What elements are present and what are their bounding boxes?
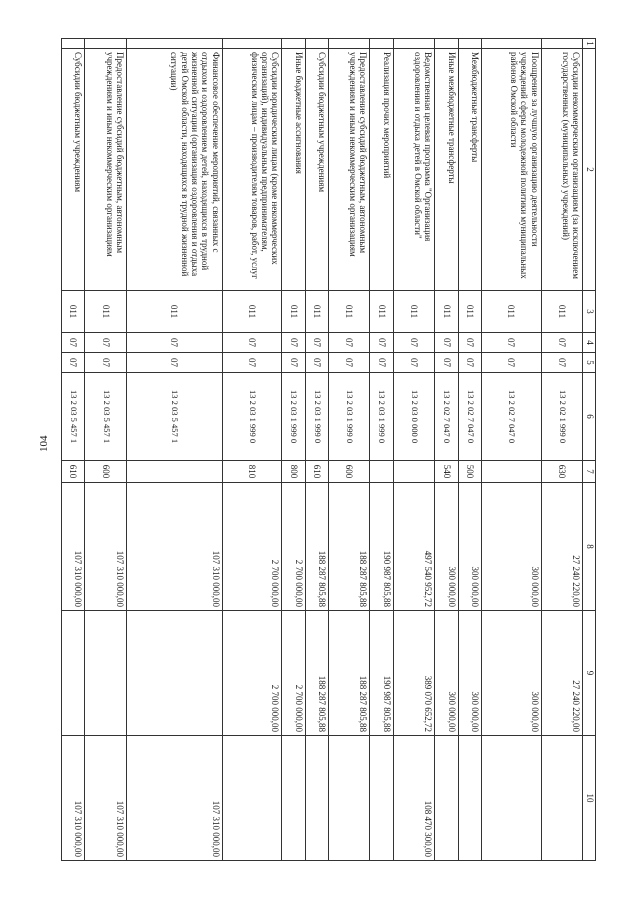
row-c9-cell xyxy=(85,611,126,736)
row-c8-cell: 188 287 805,88 xyxy=(328,483,369,611)
row-c7-cell: 540 xyxy=(435,461,458,483)
row-c7-cell: 800 xyxy=(282,461,305,483)
row-c10-cell xyxy=(435,736,458,861)
header-col-10: 10 xyxy=(583,736,596,861)
budget-table xyxy=(61,38,596,861)
row-c7-cell: 630 xyxy=(541,461,582,483)
row-c9-cell: 2 700 000,00 xyxy=(282,611,305,736)
header-col-5: 5 xyxy=(583,353,596,373)
row-c8-cell: 107 310 000,00 xyxy=(85,483,126,611)
row-col1-cell xyxy=(305,39,328,49)
row-c9-cell: 300 000,00 xyxy=(435,611,458,736)
row-c10-cell: 107 310 000,00 xyxy=(85,736,126,861)
table-row xyxy=(481,39,541,861)
row-c7-cell: 600 xyxy=(85,461,126,483)
row-c4-cell: 07 xyxy=(458,333,481,353)
table-row xyxy=(305,39,328,861)
row-c9-cell: 27 240 220,00 xyxy=(541,611,582,736)
row-c9-cell: 188 287 805,88 xyxy=(328,611,369,736)
table-row xyxy=(370,39,393,861)
table-row xyxy=(282,39,305,861)
row-c7-cell xyxy=(126,461,222,483)
row-c4-cell: 07 xyxy=(282,333,305,353)
row-c9-cell: 300 000,00 xyxy=(481,611,541,736)
row-c5-cell: 07 xyxy=(282,353,305,373)
row-c8-cell: 188 287 805,88 xyxy=(305,483,328,611)
header-col-8: 8 xyxy=(583,483,596,611)
row-c3-cell: 011 xyxy=(305,291,328,333)
table-row xyxy=(62,39,85,861)
row-c9-cell: 190 987 805,88 xyxy=(370,611,393,736)
row-code-cell: 13 2 02 1 999 0 xyxy=(541,373,582,461)
row-c4-cell: 07 xyxy=(393,333,434,353)
row-col1-cell xyxy=(85,39,126,49)
row-c8-cell: 190 987 805,88 xyxy=(370,483,393,611)
row-code-cell: 13 2 03 5 457 1 xyxy=(126,373,222,461)
row-c5-cell: 07 xyxy=(481,353,541,373)
row-col1-cell xyxy=(62,39,85,49)
table-row xyxy=(328,39,369,861)
row-c3-cell: 011 xyxy=(282,291,305,333)
row-c3-cell: 011 xyxy=(435,291,458,333)
row-c7-cell: 600 xyxy=(328,461,369,483)
row-c8-cell: 2 700 000,00 xyxy=(282,483,305,611)
row-name-cell: Поощрение за лучшую организацию деятельности учреждений сферы молодежной политики муниципальных районов Омской области xyxy=(481,49,541,291)
row-c4-cell: 07 xyxy=(305,333,328,353)
row-c9-cell: 300 000,00 xyxy=(458,611,481,736)
row-c10-cell xyxy=(541,736,582,861)
row-c4-cell: 07 xyxy=(481,333,541,353)
row-col1-cell xyxy=(458,39,481,49)
row-col1-cell xyxy=(393,39,434,49)
row-c7-cell xyxy=(370,461,393,483)
row-c10-cell xyxy=(282,736,305,861)
page-number: 104 xyxy=(38,435,50,452)
table-row xyxy=(126,39,222,861)
row-code-cell: 13 2 03 0 000 0 xyxy=(393,373,434,461)
header-col-3: 3 xyxy=(583,291,596,333)
row-col1-cell xyxy=(282,39,305,49)
row-c3-cell: 011 xyxy=(328,291,369,333)
row-c5-cell: 07 xyxy=(222,353,282,373)
row-c9-cell xyxy=(126,611,222,736)
table-row xyxy=(393,39,434,861)
row-c3-cell: 011 xyxy=(62,291,85,333)
header-col-1: 1 xyxy=(583,39,596,49)
row-code-cell: 13 2 03 1 999 0 xyxy=(305,373,328,461)
row-name-cell: Межбюджетные трансферты xyxy=(458,49,481,291)
row-c8-cell: 300 000,00 xyxy=(458,483,481,611)
table-header xyxy=(583,39,596,861)
row-c10-cell: 107 310 000,00 xyxy=(126,736,222,861)
row-c5-cell: 07 xyxy=(305,353,328,373)
row-c5-cell: 07 xyxy=(85,353,126,373)
row-code-cell: 13 2 03 1 999 0 xyxy=(370,373,393,461)
row-code-cell: 13 2 03 5 457 1 xyxy=(62,373,85,461)
row-code-cell: 13 2 02 7 047 0 xyxy=(458,373,481,461)
row-col1-cell xyxy=(328,39,369,49)
row-c5-cell: 07 xyxy=(458,353,481,373)
row-c4-cell: 07 xyxy=(126,333,222,353)
row-c7-cell: 810 xyxy=(222,461,282,483)
row-code-cell: 13 2 03 1 999 0 xyxy=(222,373,282,461)
row-c8-cell: 300 000,00 xyxy=(481,483,541,611)
row-col1-cell xyxy=(126,39,222,49)
row-c10-cell xyxy=(481,736,541,861)
row-c4-cell: 07 xyxy=(435,333,458,353)
row-c9-cell xyxy=(62,611,85,736)
row-name-cell: Субсидии некоммерческим организациям (за исключением государственных (муниципальных) учреждений) xyxy=(541,49,582,291)
row-c9-cell: 389 070 652,72 xyxy=(393,611,434,736)
row-c3-cell: 011 xyxy=(458,291,481,333)
row-c3-cell: 011 xyxy=(393,291,434,333)
row-col1-cell xyxy=(541,39,582,49)
row-col1-cell xyxy=(481,39,541,49)
row-c7-cell: 610 xyxy=(62,461,85,483)
row-c4-cell: 07 xyxy=(62,333,85,353)
header-col-6: 6 xyxy=(583,373,596,461)
row-c8-cell: 300 000,00 xyxy=(435,483,458,611)
table-row xyxy=(435,39,458,861)
row-name-cell: Предоставление субсидий бюджетным, автономным учреждениям и иным некоммерческим организациям xyxy=(328,49,369,291)
row-c8-cell: 2 700 000,00 xyxy=(222,483,282,611)
row-code-cell: 13 2 03 1 999 0 xyxy=(328,373,369,461)
row-c5-cell: 07 xyxy=(541,353,582,373)
row-c5-cell: 07 xyxy=(435,353,458,373)
table-body xyxy=(62,39,583,861)
row-c5-cell: 07 xyxy=(126,353,222,373)
row-c4-cell: 07 xyxy=(222,333,282,353)
row-c5-cell: 07 xyxy=(62,353,85,373)
table-row xyxy=(222,39,282,861)
row-c3-cell: 011 xyxy=(85,291,126,333)
row-name-cell: Иные бюджетные ассигнования xyxy=(282,49,305,291)
header-col-2: 2 xyxy=(583,49,596,291)
row-c5-cell: 07 xyxy=(370,353,393,373)
row-col1-cell xyxy=(222,39,282,49)
row-col1-cell xyxy=(370,39,393,49)
row-name-cell: Реализация прочих мероприятий xyxy=(370,49,393,291)
row-c9-cell: 2 700 000,00 xyxy=(222,611,282,736)
row-c10-cell: 107 310 000,00 xyxy=(62,736,85,861)
budget-table-sheet xyxy=(61,38,596,860)
row-c10-cell xyxy=(458,736,481,861)
row-c7-cell: 610 xyxy=(305,461,328,483)
row-name-cell: Субсидии юридическим лицам (кроме некоммерческих организаций), индивидуальным предпринимателям, физическим лицам – производителям товаров, работ, услуг xyxy=(222,49,282,291)
table-row xyxy=(85,39,126,861)
row-name-cell: Предоставление субсидий бюджетным, автономным учреждениям и иным некоммерческим организациям xyxy=(85,49,126,291)
row-code-cell: 13 2 02 7 047 0 xyxy=(481,373,541,461)
row-c10-cell xyxy=(305,736,328,861)
row-name-cell: Субсидии бюджетным учреждениям xyxy=(62,49,85,291)
header-col-4: 4 xyxy=(583,333,596,353)
row-name-cell: Ведомственная целевая программа "Организация оздоровления и отдыха детей в Омской области" xyxy=(393,49,434,291)
row-c7-cell: 500 xyxy=(458,461,481,483)
row-col1-cell xyxy=(435,39,458,49)
row-c4-cell: 07 xyxy=(370,333,393,353)
row-c3-cell: 011 xyxy=(370,291,393,333)
row-c10-cell xyxy=(222,736,282,861)
row-code-cell: 13 2 02 7 047 0 xyxy=(435,373,458,461)
row-c3-cell: 011 xyxy=(222,291,282,333)
row-c10-cell xyxy=(328,736,369,861)
header-col-9: 9 xyxy=(583,611,596,736)
header-col-7: 7 xyxy=(583,461,596,483)
row-c5-cell: 07 xyxy=(328,353,369,373)
row-code-cell: 13 2 03 5 457 1 xyxy=(85,373,126,461)
row-c4-cell: 07 xyxy=(85,333,126,353)
row-c5-cell: 07 xyxy=(393,353,434,373)
row-c3-cell: 011 xyxy=(481,291,541,333)
row-c8-cell: 107 310 000,00 xyxy=(62,483,85,611)
row-c7-cell xyxy=(481,461,541,483)
row-c8-cell: 27 240 220,00 xyxy=(541,483,582,611)
row-c10-cell xyxy=(370,736,393,861)
row-c7-cell xyxy=(393,461,434,483)
row-c10-cell: 108 470 300,00 xyxy=(393,736,434,861)
row-code-cell: 13 2 03 1 999 0 xyxy=(282,373,305,461)
row-c4-cell: 07 xyxy=(541,333,582,353)
row-c4-cell: 07 xyxy=(328,333,369,353)
row-name-cell: Иные межбюджетные трансферты xyxy=(435,49,458,291)
row-c3-cell: 011 xyxy=(541,291,582,333)
table-row xyxy=(458,39,481,861)
row-name-cell: Субсидии бюджетным учреждениям xyxy=(305,49,328,291)
row-c8-cell: 107 310 000,00 xyxy=(126,483,222,611)
row-c3-cell: 011 xyxy=(126,291,222,333)
table-row xyxy=(541,39,582,861)
row-name-cell: Финансовое обеспечение мероприятий, связанных с отдыхом и оздоровлением детей, находящихся в трудной жизненной ситуации (организация оздоровления и отдыха детей Омской области, находящихся в трудной жизненной ситуации) xyxy=(126,49,222,291)
row-c8-cell: 497 540 952,72 xyxy=(393,483,434,611)
row-c9-cell: 188 287 805,88 xyxy=(305,611,328,736)
